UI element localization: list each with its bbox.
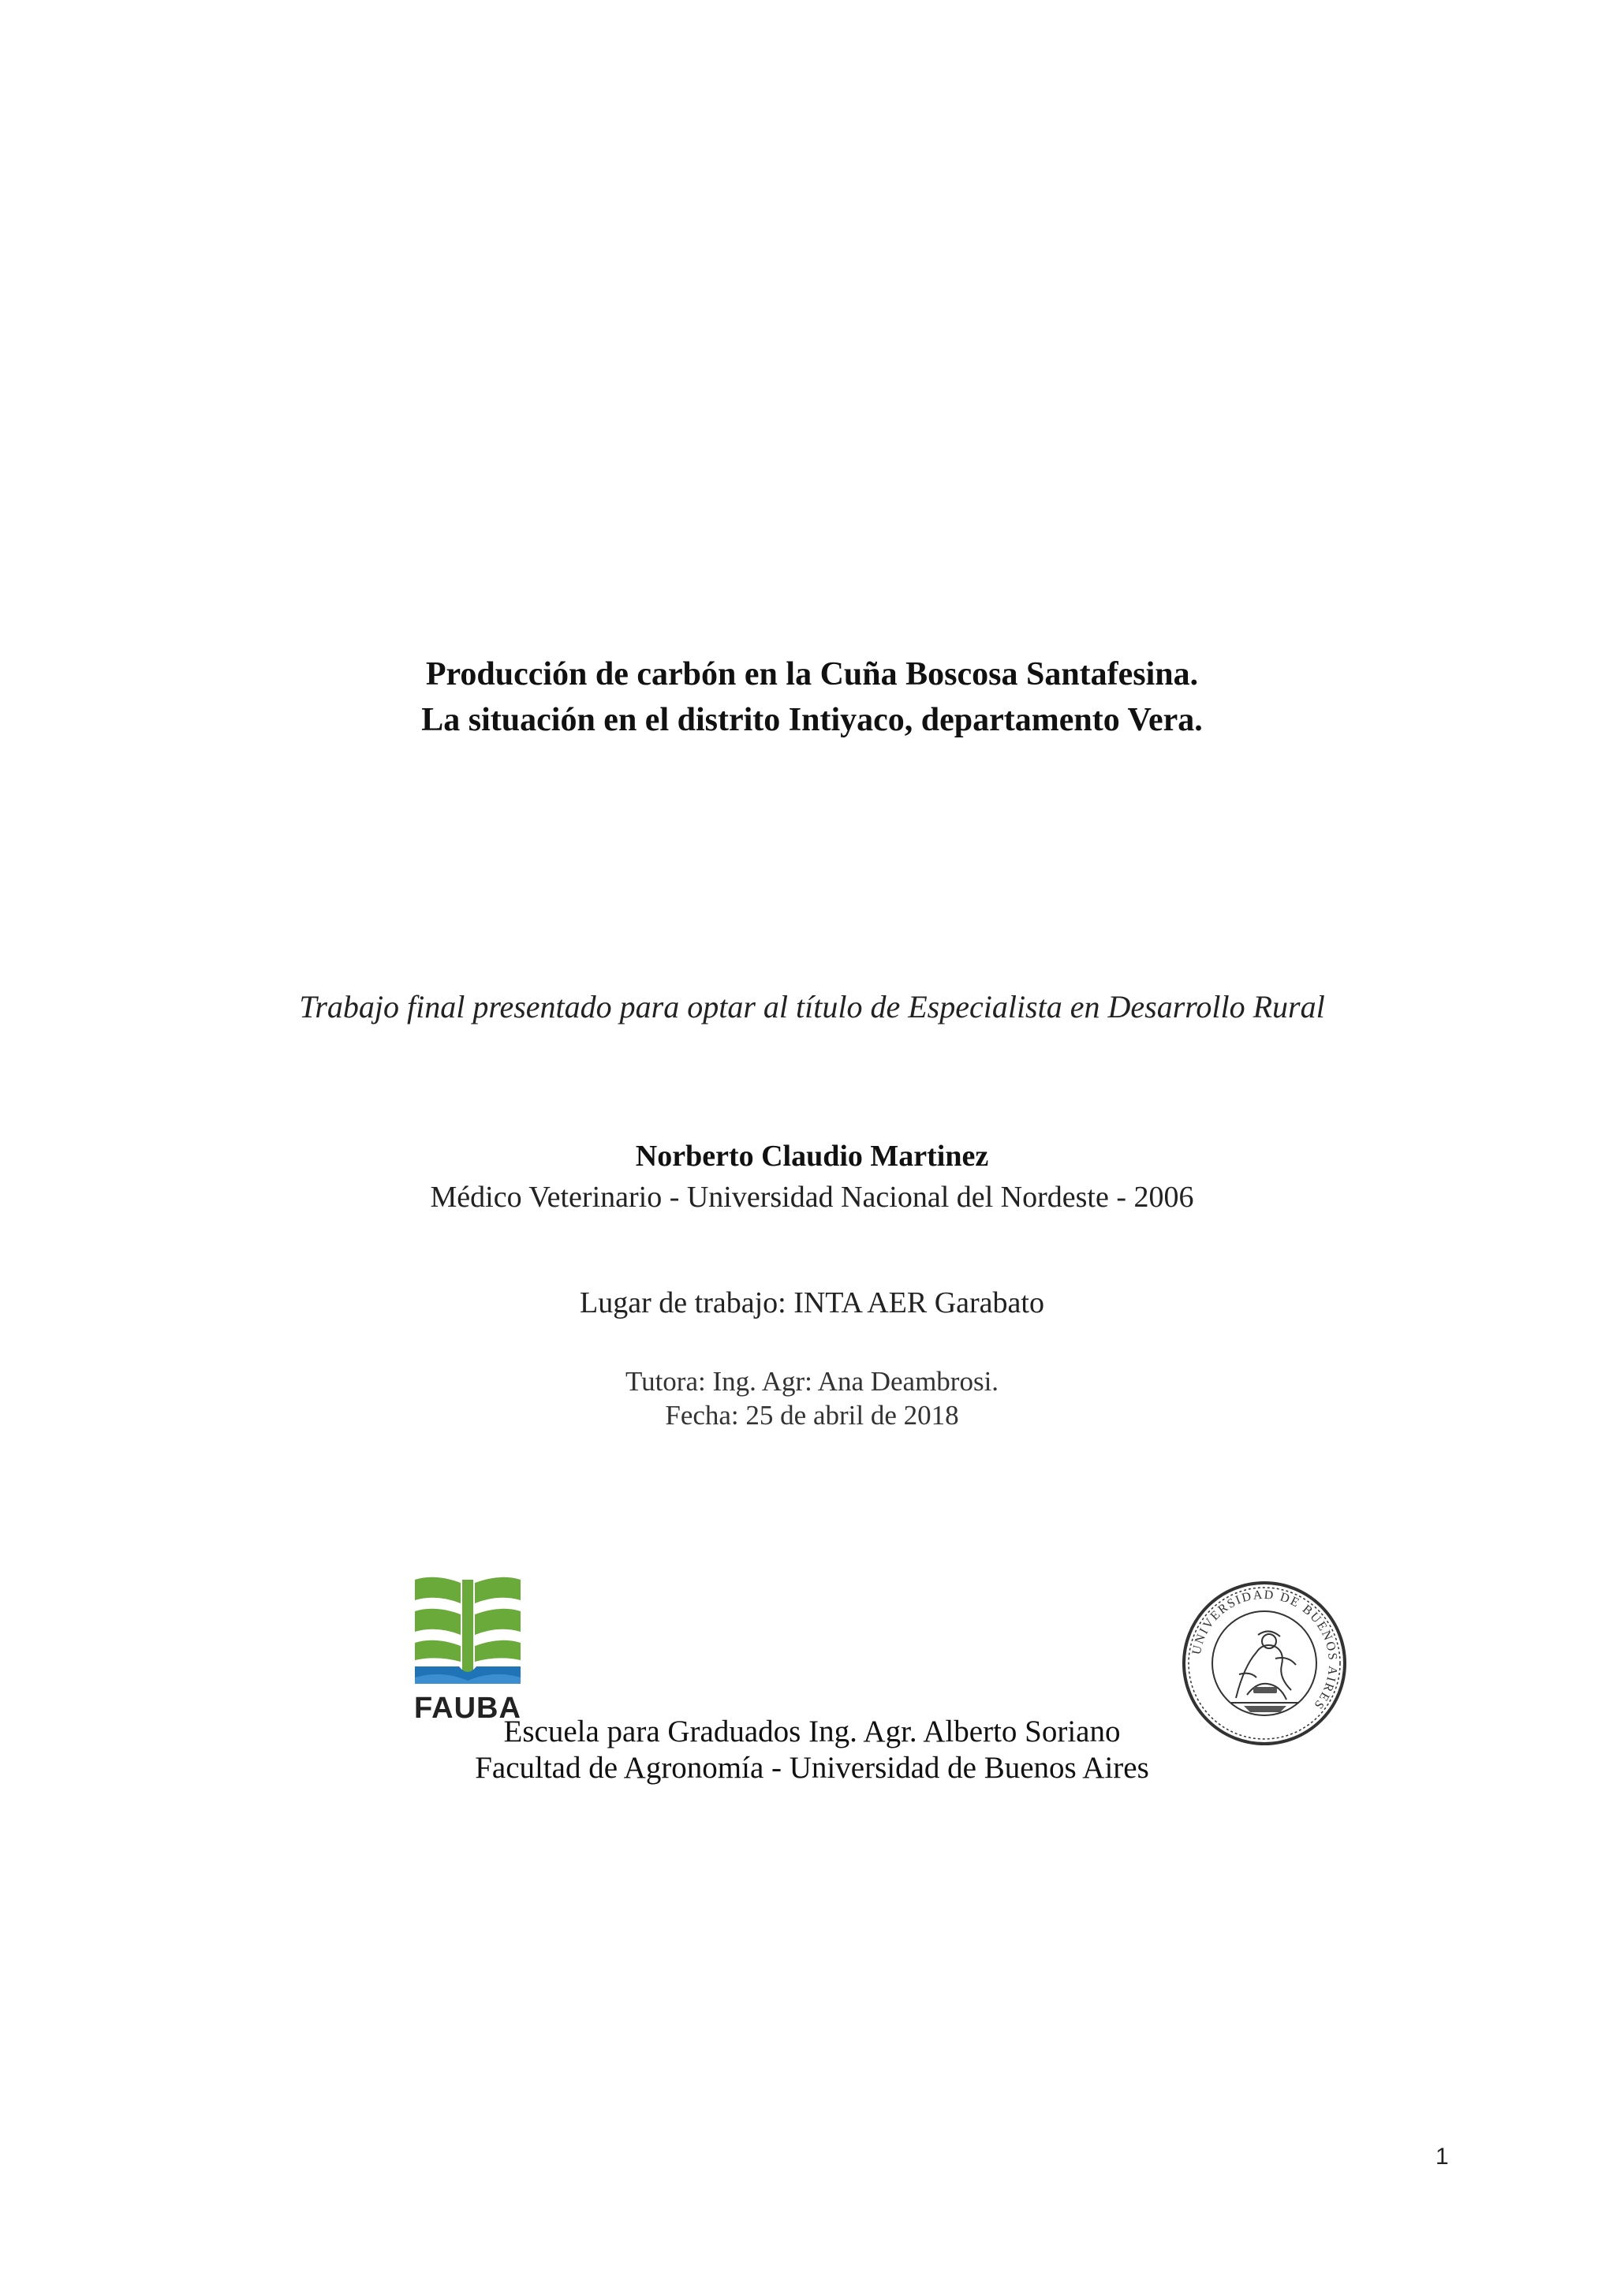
workplace: Lugar de trabajo: INTA AER Garabato: [580, 1286, 1044, 1319]
page-number: 1: [1435, 2144, 1449, 2170]
institution-line-1: Escuela para Graduados Ing. Agr. Alberto Soriano: [503, 1715, 1121, 1748]
fauba-logo: [412, 1573, 524, 1731]
fauba-logo-text: FAUBA: [414, 1692, 521, 1725]
tutor: Tutora: Ing. Agr: Ana Deambrosi.: [625, 1366, 999, 1397]
subtitle: Trabajo final presentado para optar al título de Especialista en Desarrollo Rural: [299, 989, 1325, 1024]
institution-line-2: Facultad de Agronomía - Universidad de Buenos Aires: [475, 1751, 1149, 1785]
author-degree: Médico Veterinario - Universidad Nacional del Nordeste - 2006: [430, 1181, 1194, 1214]
title-line-1: Producción de carbón en la Cuña Boscosa Santafesina.: [425, 656, 1199, 692]
author-name: Norberto Claudio Martinez: [635, 1140, 989, 1173]
title-line-2: La situación en el distrito Intiyaco, departamento Vera.: [421, 702, 1203, 738]
uba-seal-text: UNIVERSIDAD DE BUENOS AIRES: [1189, 1588, 1340, 1713]
date: Fecha: 25 de abril de 2018: [665, 1400, 959, 1431]
